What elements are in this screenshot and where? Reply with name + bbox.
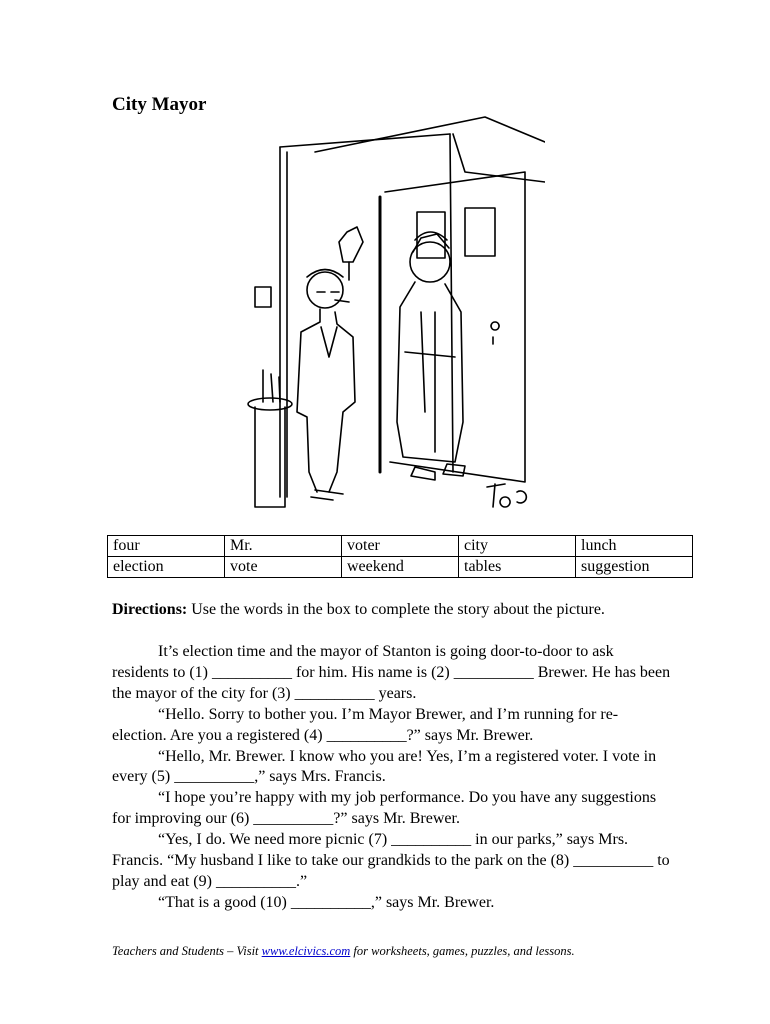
story-paragraph: It’s election time and the mayor of Stanton is going door-to-door to ask residents to (1) __________ for him. His name is (2) __________ Brewer. He has been the mayor of the city for (3) __________ years. bbox=[112, 643, 671, 702]
directions-label: Directions: bbox=[112, 601, 188, 618]
word-box-row bbox=[108, 557, 693, 578]
word-cell: election bbox=[108, 557, 225, 578]
story-paragraph: “Hello. Sorry to bother you. I’m Mayor Brewer, and I’m running for re-election. Are you a registered (4) __________?” says Mr. Brewer. bbox=[112, 705, 619, 744]
word-cell: city bbox=[459, 536, 576, 557]
word-cell: voter bbox=[342, 536, 459, 557]
story-paragraph: “Hello, Mr. Brewer. I know who you are! Yes, I’m a registered voter. I vote in every (5) __________,” says Mrs. Francis. bbox=[112, 747, 657, 786]
directions bbox=[112, 599, 605, 621]
footer bbox=[112, 944, 575, 959]
footer-text-after: for worksheets, games, puzzles, and lessons. bbox=[350, 944, 575, 958]
directions-text: Use the words in the box to complete the story about the picture. bbox=[187, 601, 605, 618]
story-paragraph: “That is a good (10) __________,” says Mr. Brewer. bbox=[158, 893, 495, 911]
footer-text-before: Teachers and Students – Visit bbox=[112, 944, 262, 958]
story-paragraph: “Yes, I do. We need more picnic (7) __________ in our parks,” says Mrs. Francis. “My husband I like to take our grandkids to the park on the (8) __________ to play and eat (9) __________.” bbox=[112, 831, 670, 890]
word-cell: vote bbox=[225, 557, 342, 578]
word-box-row bbox=[108, 536, 693, 557]
word-box bbox=[107, 535, 693, 578]
story-paragraph: “I hope you’re happy with my job performance. Do you have any suggestions for improving our (6) __________?” says Mr. Brewer. bbox=[112, 789, 657, 828]
word-cell: weekend bbox=[342, 557, 459, 578]
word-cell: lunch bbox=[576, 536, 693, 557]
word-cell: four bbox=[108, 536, 225, 557]
page-title: City Mayor bbox=[112, 94, 207, 115]
word-cell: Mr. bbox=[225, 536, 342, 557]
story bbox=[112, 642, 672, 914]
footer-link[interactable]: www.elcivics.com bbox=[261, 944, 351, 958]
word-cell: tables bbox=[459, 557, 576, 578]
word-cell: suggestion bbox=[576, 557, 693, 578]
cartoon-illustration bbox=[225, 112, 545, 532]
